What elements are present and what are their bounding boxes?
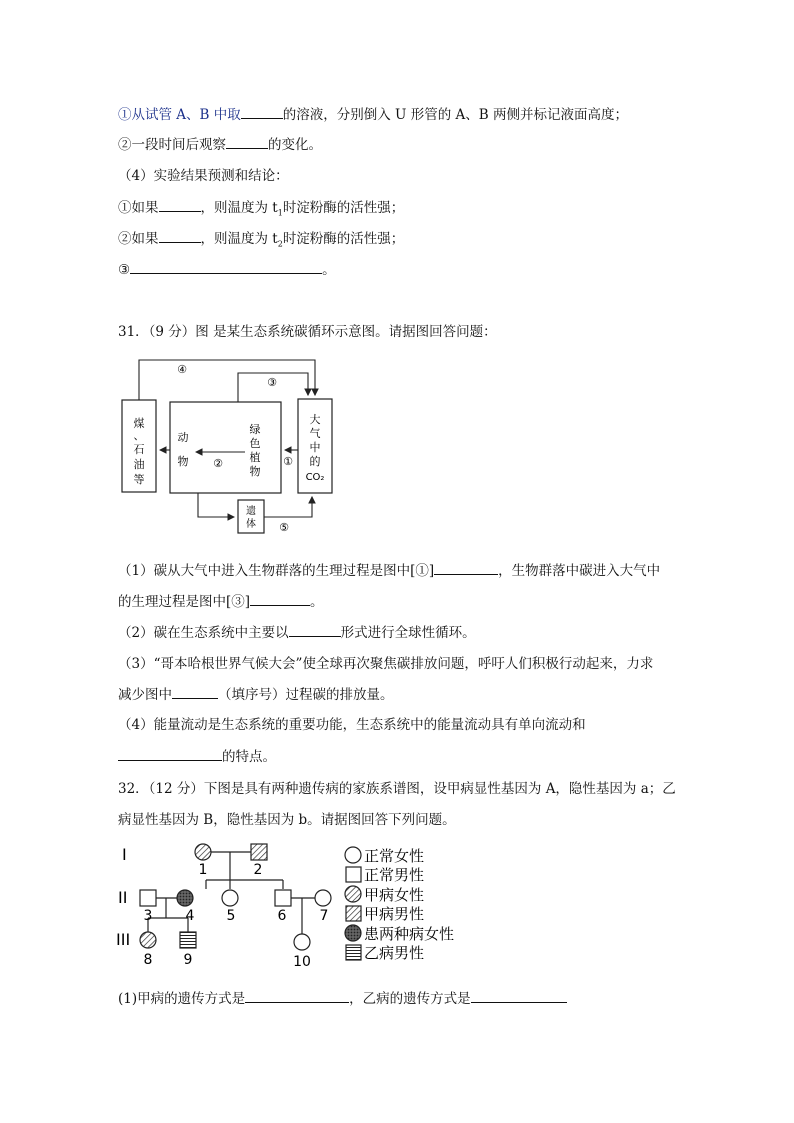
individual-number: 7 [319, 908, 329, 924]
q30-res2-b: ，则温度为 t [200, 231, 278, 247]
arrow-label-3: ③ [267, 376, 277, 389]
q31-p3-c: （填序号）过程碳的排放量。 [218, 687, 394, 703]
coal-char: 等 [133, 473, 145, 486]
q30-res2-a: ②如果 [118, 231, 159, 247]
legend-label: 甲病女性 [364, 886, 425, 904]
legend-a-female-symbol [345, 886, 361, 902]
q32-title-line1 [118, 779, 676, 799]
q31-p2-a: （2）碳在生态系统中主要以 [118, 625, 289, 641]
q31-p4-line2 [118, 746, 276, 767]
blank [118, 746, 222, 761]
carbon-cycle-diagram [118, 355, 348, 535]
plant-char: 绿 [249, 423, 261, 436]
individual-number: 1 [198, 862, 208, 878]
co2-char: 大 [309, 413, 321, 426]
blank [172, 684, 218, 699]
q30-step1-text-b: 的溶液，分别倒入 U 形管的 A、B 两侧并标记液面高度； [282, 107, 628, 123]
q31-p2-b: 形式进行全球性循环。 [340, 625, 476, 641]
q30-sub4 [118, 166, 289, 186]
legend-label: 正常男性 [364, 866, 425, 884]
individual-number: 9 [183, 952, 193, 968]
q30-step2-text-b: 的变化。 [268, 137, 322, 153]
legend-b-male-symbol [346, 945, 361, 960]
q31-p3-a: （3）“哥本哈根世界气候大会”使全球再次聚焦碳排放问题，呼吁人们积极行动起来，力求 [118, 656, 654, 672]
legend-label: 患两种病女性 [364, 925, 455, 943]
co2-char: 的 [309, 455, 321, 468]
q30-result1 [118, 197, 404, 224]
q30-res1-b: ，则温度为 t [200, 200, 278, 216]
legend-label: 甲病男性 [364, 905, 425, 923]
blank [289, 622, 341, 637]
q30-result3 [118, 259, 336, 280]
q30-res3-b: 。 [322, 262, 336, 278]
individual-6-normal-male [275, 890, 291, 906]
individual-8-affected-a-female [140, 932, 156, 948]
q31-p1-b: ，生物群落中碳进入大气中 [498, 563, 661, 579]
q31-p4-b: 的特点。 [222, 749, 276, 765]
q31-p1-line2 [118, 591, 324, 612]
q31-p4-a: （4）能量流动是生态系统的重要功能，生态系统中的能量流动具有单向流动和 [118, 717, 586, 733]
blank [250, 591, 310, 606]
arrow-label-4: ④ [177, 363, 187, 376]
q32-p1-b: ，乙病的遗传方式是 [349, 991, 471, 1007]
legend-both-female-symbol [345, 925, 361, 941]
legend-label: 正常女性 [364, 847, 425, 865]
generation-label: II [118, 888, 128, 907]
q30-step2-text-a: ②一段时间后观察 [118, 137, 226, 153]
blank [471, 988, 567, 1003]
individual-9-affected-b-male [180, 932, 196, 948]
individual-7-normal-female [315, 890, 331, 906]
q31-p3-line1 [118, 654, 653, 674]
q32-title-line2 [118, 810, 456, 830]
q30-result2 [118, 228, 404, 255]
animal-char: 动 [177, 431, 189, 444]
individual-1-affected-a-female [195, 844, 211, 860]
q30-res1-c: 时淀粉酶的活性强； [282, 200, 405, 216]
coal-char: 石 [133, 443, 145, 456]
individual-10-normal-female [294, 934, 310, 950]
coal-char: 煤 [133, 417, 145, 430]
q32-p1-a: (1)甲病的遗传方式是 [118, 991, 246, 1007]
q30-res2-c: 时淀粉酶的活性强； [282, 231, 405, 247]
pedigree-chart [110, 838, 490, 973]
q30-res1-a: ①如果 [118, 200, 159, 216]
individual-number: 2 [253, 862, 263, 878]
remains-char: 遗 [246, 506, 256, 517]
q31-p1-c: 的生理过程是图中[③] [118, 594, 251, 610]
legend-a-male-symbol [346, 906, 361, 921]
q31-p3-line2 [118, 684, 394, 705]
co2-char: 中 [309, 441, 321, 454]
co2-char: 气 [309, 427, 321, 440]
individual-number: 4 [185, 908, 195, 924]
individual-2-affected-a-male [251, 844, 267, 860]
plant-char: 物 [249, 465, 261, 478]
individual-3-normal-male [140, 890, 156, 906]
co2-char: CO₂ [305, 472, 325, 483]
blank [159, 197, 201, 212]
q30-step1-text-a: ①从试管 A、B 中取 [118, 107, 241, 123]
blank [245, 988, 349, 1003]
blank [226, 134, 268, 149]
q31-title-text: 31．（9 分）图 是某生态系统碳循环示意图。请据图回答问题： [118, 324, 497, 340]
legend-normal-female-symbol [345, 847, 361, 863]
individual-number: 10 [293, 954, 311, 970]
generation-label: I [122, 845, 127, 864]
plant-char: 植 [249, 451, 261, 464]
blank [241, 104, 283, 119]
arrow-4 [139, 360, 315, 400]
arrow-label-2: ② [213, 457, 223, 470]
q32-p1 [118, 988, 567, 1009]
legend-label: 乙病男性 [364, 944, 425, 962]
q32-title-b: 病显性基因为 B，隐性基因为 b。请据图回答下列问题。 [118, 812, 456, 828]
arrow-organism-to-remains [198, 493, 234, 517]
q31-p2 [118, 622, 476, 643]
remains-char: 体 [246, 519, 256, 530]
q30-step1 [118, 104, 628, 125]
individual-number: 8 [143, 952, 153, 968]
legend-normal-male-symbol [346, 867, 361, 882]
individual-number: 3 [143, 908, 153, 924]
q32-title-a: 32．（12 分）下图是具有两种遗传病的家族系谱图，设甲病显性基因为 A，隐性基因为 a；乙 [118, 781, 676, 797]
individual-5-normal-female [222, 890, 238, 906]
q30-res2-sub: 2 [277, 239, 283, 249]
q30-sub4-text: （4）实验结果预测和结论： [118, 168, 289, 184]
blank [130, 259, 322, 274]
q31-p3-b: 减少图中 [118, 687, 172, 703]
individual-number: 5 [226, 908, 236, 924]
q31-p4-line1 [118, 715, 586, 735]
arrow-5 [264, 497, 312, 517]
coal-char: 油 [133, 458, 145, 471]
generation-label: III [116, 930, 131, 949]
individual-number: 6 [277, 908, 287, 924]
q30-res1-sub: 1 [277, 208, 283, 218]
q31-p1-d: 。 [310, 594, 324, 610]
blank [159, 228, 201, 243]
q31-p1-a: （1）碳从大气中进入生物群落的生理过程是图中[①] [118, 563, 435, 579]
arrow-label-5: ⑤ [279, 521, 289, 534]
blank [434, 560, 498, 575]
organism-box [170, 402, 281, 493]
q31-title [118, 322, 497, 342]
coal-char: 、 [133, 429, 145, 442]
q31-p1-line1 [118, 560, 660, 581]
animal-char: 物 [177, 455, 189, 468]
individual-4-both-diseases-female [177, 890, 193, 906]
plant-char: 色 [249, 437, 261, 450]
arrow-label-1: ① [283, 455, 293, 468]
q30-res3-a: ③ [118, 262, 131, 278]
q30-step2 [118, 134, 322, 155]
